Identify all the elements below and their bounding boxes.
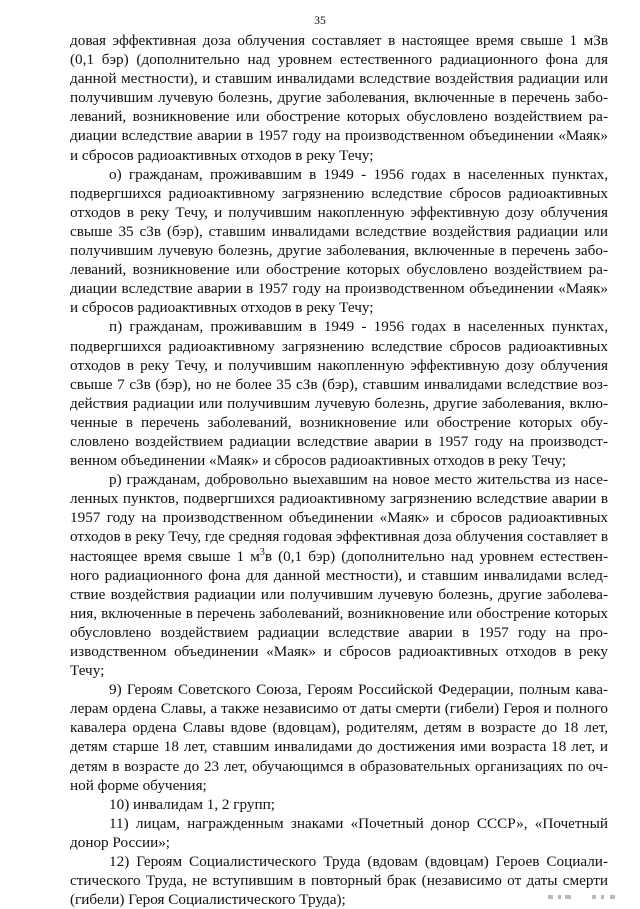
scan-mark [558, 895, 561, 899]
paragraph-item-o: о) гражданам, проживавшим в 1949 - 1956 годах в населенных пунктах, подвергшихся радиоактивному загрязнению вследствие сбросов радиоактивных отходов в реку Течу, и получившим накопленную эффективную дозу облучения свыше 35 сЗв (бэр), ставшим инвалидами вследствие воздействия радиации или получившим лучевую болезнь, другие заболевания, включенные в перечень заболеваний, возникновение или обострение которых обусловлено воздействием радиации вследствие аварии в 1957 году на производственном объединении «Маяк» и сбросов радиоактивных отходов в реку Течу; [70, 165, 608, 317]
page-number: 35 [314, 15, 326, 27]
paragraph-item-12: 12) Героям Социалистического Труда (вдовам (вдовцам) Героев Социалистического Труда, не вступившим в повторный брак (независимо от даты смерти (гибели) Героя Социалистического Труда); [70, 853, 608, 909]
superscript-three: 3 [259, 546, 265, 558]
paragraph-item-r-text-before: р) гражданам, добровольно выехавшим на новое место жительства из населенных пунктов, подвергшихся радиоактивному загрязнению вследствие аварии в 1957 году на производственном объединении «Маяк» и сбросов радиоактивных отходов в реку Течу, где средняя годовая эффективная доза облучения составляет в настоящее время свыше 1 м [70, 471, 608, 565]
scan-mark [565, 895, 571, 899]
scan-mark [610, 895, 615, 899]
scan-artifact [548, 893, 618, 901]
scan-mark [601, 895, 604, 899]
paragraph-item-r [70, 470, 608, 680]
paragraph-item-p: п) гражданам, проживавшим в 1949 - 1956 годах в населенных пунктах, подвергшихся радиоактивному загрязнению вследствие сбросов радиоактивных отходов в реку Течу, и получившим накопленную эффективную дозу облучения свыше 7 сЗв (бэр), но не более 35 сЗв (бэр), ставшим инвалидами вследствие воздействия радиации или получившим лучевую болезнь, другие заболевания, включенные в перечень заболеваний, возникновение или обострение которых обусловлено воздействием радиации вследствие аварии в 1957 году на производственном объединении «Маяк» и сбросов радиоактивных отходов в реку Течу; [70, 318, 608, 470]
document-body [70, 31, 608, 909]
paragraph-item-10: 10) инвалидам 1, 2 групп; [109, 795, 275, 813]
scan-mark [592, 895, 596, 899]
scan-mark [548, 895, 553, 899]
paragraph-item-r-text-after: в (0,1 бэр) (дополнительно над уровнем естественного радиационного фона для данной местности), и ставшим инвалидами вследствие воздействия радиации или получившим лучевую болезнь, другие заболевания, включенные в перечень заболеваний, возникновение или обострение которых обусловлено воздействием радиации вследствие аварии в 1957 году на производственном объединении «Маяк» и сбросов радиоактивных отходов в реку Течу; [70, 547, 608, 680]
paragraph-item-9: 9) Героям Советского Союза, Героям Российской Федерации, полным кавалерам ордена Славы, а также независимо от даты смерти (гибели) Героя и полного кавалера ордена Славы вдове (вдовцам), родителям, детям в возрасте до 18 лет, детям старше 18 лет, ставшим инвалидами до достижения ими возраста 18 лет, и детям в возрасте до 23 лет, обучающимся в образовательных организациях по очной форме обучения; [70, 681, 608, 794]
paragraph-item-11: 11) лицам, награжденным знаками «Почетный донор СССР», «Почетный донор России»; [70, 814, 608, 851]
paragraph-continued: довая эффективная доза облучения составляет в настоящее время свыше 1 мЗв (0,1 бэр) (дополнительно над уровнем естественного радиационного фона для данной местности), и ставшим инвалидами вследствие воздействия радиации или получившим лучевую болезнь, другие заболевания, включенные в перечень заболеваний, возникновение или обострение которых обусловлено воздействием радиации вследствие аварии в 1957 году на производственном объединении «Маяк» и сбросов радиоактивных отходов в реку Течу; [70, 32, 608, 164]
